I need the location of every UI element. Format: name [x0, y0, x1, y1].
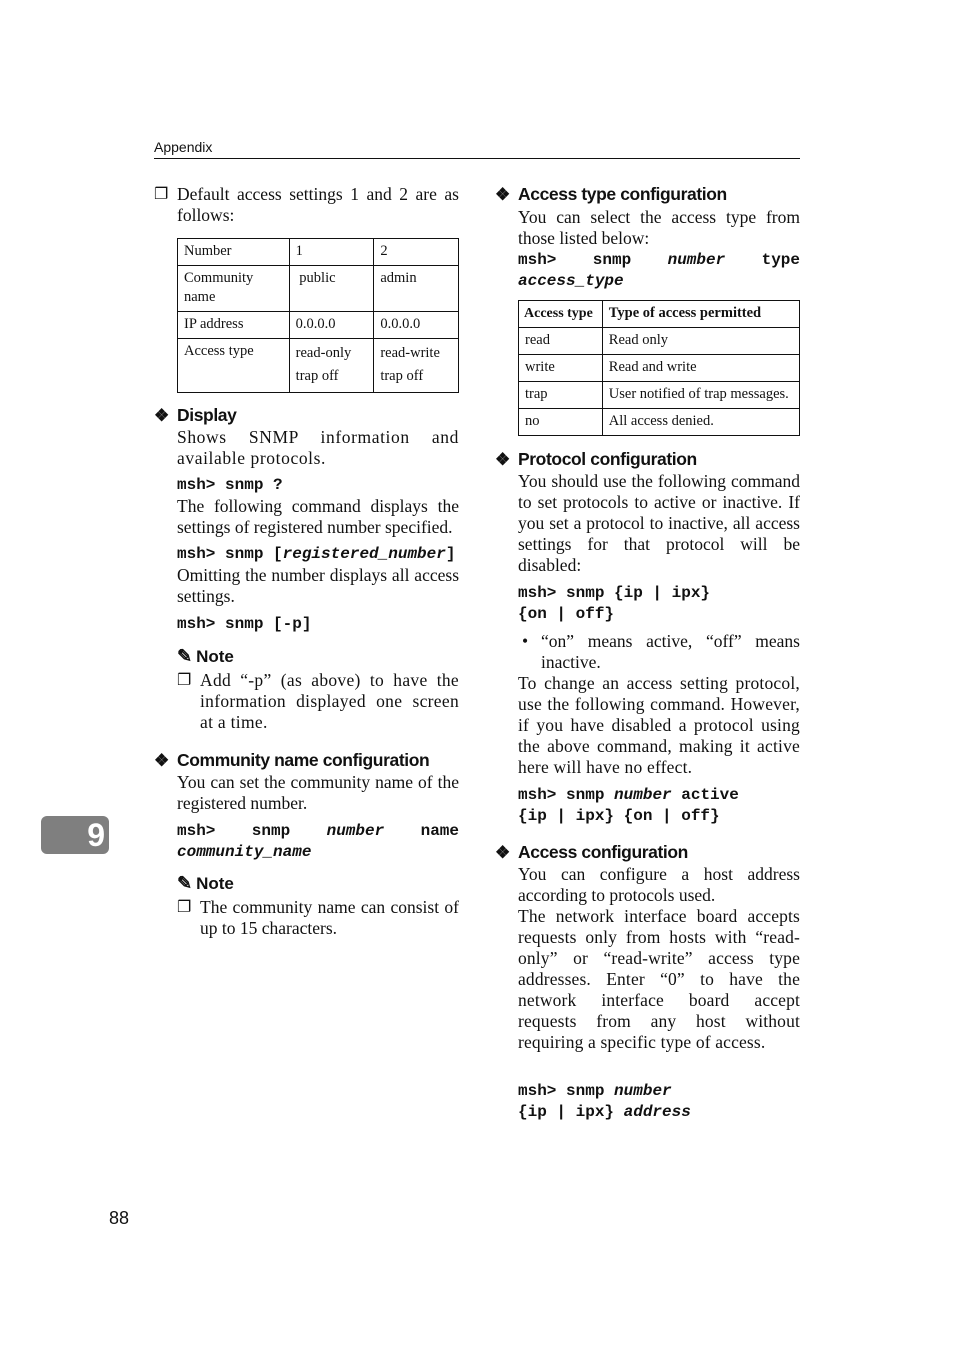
- display-cmd-2: [177, 544, 459, 565]
- table-cell: Read and write: [602, 355, 799, 382]
- cmd-param: address: [623, 1103, 691, 1121]
- cmd-param: number: [667, 251, 726, 269]
- community-note-heading: [177, 872, 459, 895]
- display-cmd-3: msh> snmp [-p]: [177, 615, 312, 633]
- table-row: [519, 355, 800, 382]
- community-heading: [154, 750, 459, 771]
- checkbox-icon: ❐: [177, 899, 192, 916]
- display-heading-text: Display: [177, 405, 237, 425]
- table-cell: read-only trap off: [289, 339, 374, 393]
- defaults-table: [177, 238, 459, 393]
- cmd-text: msh> snmp: [177, 822, 291, 840]
- cmd-text: active: [681, 786, 739, 804]
- community-text: You can set the community name of the registered number.: [177, 772, 459, 813]
- diamond-icon: ❖: [495, 450, 510, 469]
- access-conf-cmd-line-2: [518, 1102, 800, 1123]
- table-cell: IP address: [178, 312, 290, 339]
- access-type-text: You can select the access type from those listed below:: [518, 207, 800, 248]
- page-number: 88: [109, 1208, 130, 1228]
- defaults-intro: [154, 184, 459, 226]
- table-cell: public: [289, 266, 374, 312]
- cmd-text: type: [761, 251, 800, 269]
- table-row: [519, 328, 800, 355]
- access-type-cmd-line-2: [518, 271, 800, 292]
- checkbox-icon: ❐: [154, 186, 169, 203]
- access-conf-heading-text: Access configuration: [518, 842, 688, 862]
- table-cell: Read only: [602, 328, 799, 355]
- table-header-row: [519, 301, 800, 328]
- table-cell: 0.0.0.0: [374, 312, 459, 339]
- cmd-text: ]: [445, 545, 456, 563]
- display-text-2: The following command displays the settings of registered number specified.: [177, 496, 459, 537]
- table-cell: Access type: [178, 339, 290, 393]
- table-row: [178, 312, 459, 339]
- checkbox-icon: ❐: [177, 672, 192, 689]
- diamond-icon: ❖: [495, 185, 510, 204]
- chapter-number: 9: [87, 817, 105, 853]
- table-cell: read: [519, 328, 603, 355]
- community-cmd-line-1: [177, 821, 459, 842]
- display-note: [177, 670, 459, 733]
- diamond-icon: ❖: [154, 751, 169, 770]
- pencil-icon: ✎: [177, 646, 193, 666]
- access-conf-heading: [495, 842, 800, 863]
- cmd-param: number: [614, 786, 672, 804]
- protocol-heading-text: Protocol configuration: [518, 449, 697, 469]
- access-type-heading: [495, 184, 800, 205]
- table-row: [519, 382, 800, 409]
- table-header-cell: Access type: [519, 301, 603, 328]
- access-conf-text-1: You can configure a host address according to protocols used.: [518, 864, 800, 905]
- diamond-icon: ❖: [495, 843, 510, 862]
- protocol-cmd2-line-2: {ip | ipx} {on | off}: [518, 807, 720, 825]
- protocol-heading: [495, 449, 800, 470]
- community-heading-text: Community name configuration: [177, 750, 430, 770]
- access-conf-text-2: The network interface board accepts requests only from hosts with “read-only” or “read-write” access type addresses. Enter “0” to have the network interface board accept requests from any host without requiring a specific type of access.: [518, 906, 800, 1052]
- table-row: [178, 266, 459, 312]
- right-column: [495, 184, 800, 1123]
- display-note-text: Add “-p” (as above) to have the information displayed one screen at a time.: [200, 670, 459, 732]
- table-row: [519, 409, 800, 436]
- cmd-param: community_name: [177, 843, 312, 861]
- cmd-text: msh> snmp: [518, 251, 632, 269]
- display-heading: [154, 405, 459, 426]
- community-cmd-line-2: [177, 842, 459, 863]
- cmd-param: number: [326, 822, 385, 840]
- table-cell: User notified of trap messages.: [602, 382, 799, 409]
- table-cell: All access denied.: [602, 409, 799, 436]
- table-cell: 1: [289, 239, 374, 266]
- access-type-cmd-line-1: [518, 250, 800, 271]
- table-header-cell: Type of access permitted: [602, 301, 799, 328]
- protocol-bullet-text: “on” means active, “off” means inactive.: [541, 631, 800, 672]
- diamond-icon: ❖: [154, 406, 169, 425]
- table-cell: 2: [374, 239, 459, 266]
- table-row: [178, 239, 459, 266]
- table-cell: Community name: [178, 266, 290, 312]
- note-label: Note: [196, 647, 234, 666]
- protocol-cmd2-line-1: [518, 785, 800, 806]
- access-type-table: [518, 300, 800, 436]
- access-type-heading-text: Access type configuration: [518, 184, 727, 204]
- table-cell: 0.0.0.0: [289, 312, 374, 339]
- cmd-text: msh> snmp: [518, 786, 605, 804]
- chapter-tab: [41, 816, 109, 854]
- left-column: [154, 184, 459, 939]
- community-note-text: The community name can consist of up to 15 characters.: [200, 897, 459, 938]
- protocol-cmd-line-1: msh> snmp {ip | ipx}: [518, 584, 711, 602]
- table-cell: admin: [374, 266, 459, 312]
- cmd-param: registered_number: [282, 545, 446, 563]
- display-note-heading: [177, 645, 459, 668]
- running-header: Appendix: [154, 139, 213, 155]
- table-cell: no: [519, 409, 603, 436]
- protocol-text-2: To change an access setting protocol, use the following command. However, if you have disabled a protocol using the above command, making it active here will have no effect.: [518, 673, 800, 777]
- community-note: [177, 897, 459, 939]
- cmd-text: msh> snmp [: [177, 545, 283, 563]
- table-row: [178, 339, 459, 393]
- cmd-param: number: [614, 1082, 672, 1100]
- table-cell: write: [519, 355, 603, 382]
- protocol-text-1: You should use the following command to set protocols to active or inactive. If you set a protocol to inactive, all access settings for that protocol will be disabled:: [518, 471, 800, 575]
- table-cell: read-write trap off: [374, 339, 459, 393]
- cmd-text: {ip | ipx}: [518, 1103, 615, 1121]
- pencil-icon: ✎: [177, 873, 193, 893]
- access-conf-cmd-line-1: [518, 1081, 800, 1102]
- display-text-3: Omitting the number displays all access settings.: [177, 565, 459, 606]
- cmd-text: name: [420, 822, 459, 840]
- bullet-icon: •: [522, 631, 529, 651]
- display-text-1: Shows SNMP information and available protocols.: [177, 427, 459, 468]
- header-rule: [154, 158, 800, 159]
- note-label: Note: [196, 874, 234, 893]
- display-cmd-1: msh> snmp ?: [177, 476, 283, 494]
- protocol-cmd-line-2: {on | off}: [518, 605, 615, 623]
- table-cell: Number: [178, 239, 290, 266]
- protocol-bullet: [518, 631, 800, 673]
- table-cell: trap: [519, 382, 603, 409]
- defaults-intro-text: Default access settings 1 and 2 are as follows:: [177, 184, 459, 225]
- cmd-text: msh> snmp: [518, 1082, 605, 1100]
- cmd-param: access_type: [518, 272, 624, 290]
